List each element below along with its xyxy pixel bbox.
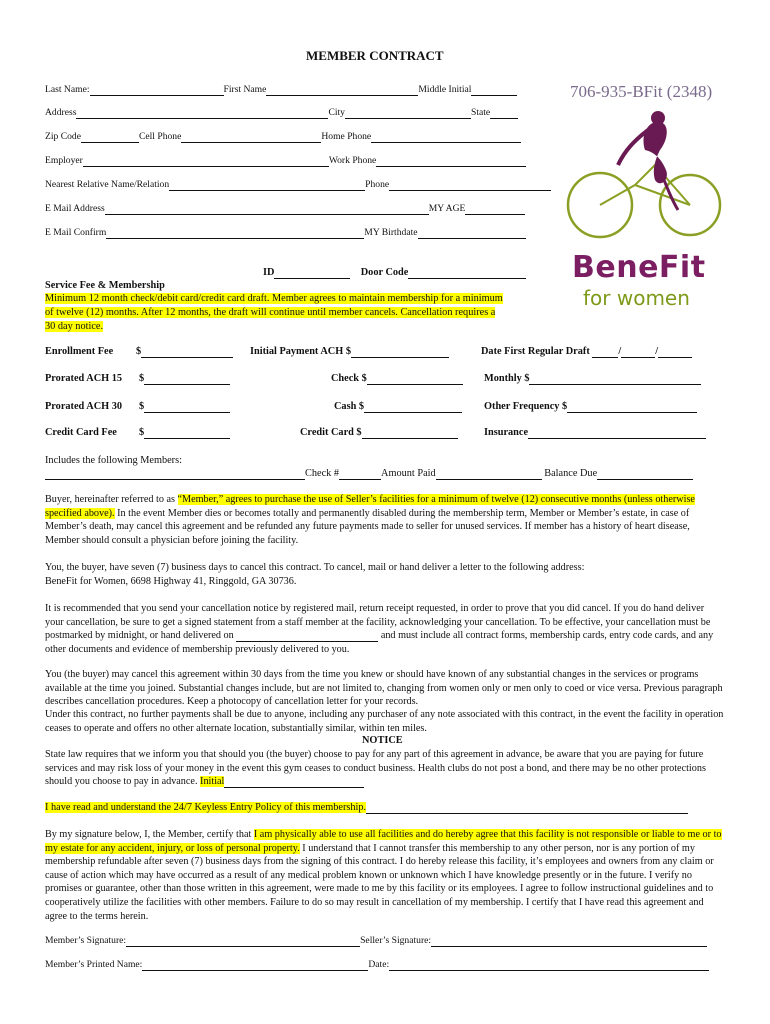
- printed-name-field[interactable]: [142, 959, 368, 971]
- no-further-payments-paragraph: Under this contract, no further payments shall be due to anyone, including any purchaser of any note associated with this contract, in the event the facility in operation ceases to operate and offers no other alternate location, substantially similar, within ten miles.: [45, 709, 724, 734]
- relative-phone-field[interactable]: [389, 179, 551, 191]
- first-name-label: First Name: [223, 84, 267, 95]
- members-row: [45, 468, 693, 480]
- address-label: Address: [45, 107, 77, 118]
- last-name-field[interactable]: [90, 84, 224, 96]
- amount-paid-label: Amount Paid: [381, 468, 436, 479]
- email-confirm-row: [45, 227, 526, 239]
- my-age-label: MY AGE: [428, 203, 466, 214]
- dollar-sign: $: [139, 427, 145, 438]
- door-code-field[interactable]: [408, 267, 526, 279]
- draft-month-field[interactable]: [592, 346, 618, 358]
- initial-payment-label: Initial Payment ACH $: [250, 346, 351, 357]
- email-confirm-field[interactable]: [106, 227, 364, 239]
- notice-heading: NOTICE: [362, 735, 403, 746]
- first-name-field[interactable]: [266, 84, 418, 96]
- substantial-changes-paragraph: You (the buyer) may cancel this agreement within 30 days from the time you knew or should have known of any substantial changes in the services or programs available at the time you joined. Substantial changes include, but are not limited to, changing from women only or men only to coed or vice versa. Previous paragraph describes cancellation procedures. Keep a photocopy of cancellation letter for your records.: [45, 669, 723, 708]
- date-label: Date:: [368, 959, 390, 970]
- check-number-label: Check #: [305, 468, 340, 479]
- credit-card-fee-label: Credit Card Fee: [45, 427, 117, 438]
- city-label: City: [328, 107, 345, 118]
- member-signature-label: Member’s Signature:: [45, 935, 127, 946]
- id-door-row: [263, 267, 526, 279]
- email-row: [45, 203, 525, 215]
- last-name-label: Last Name:: [45, 84, 90, 95]
- seller-signature-label: Seller’s Signature:: [360, 935, 432, 946]
- credit-card-label: Credit Card $: [300, 427, 362, 438]
- email-confirm-label: E Mail Confirm: [45, 227, 107, 238]
- cell-phone-label: Cell Phone: [138, 131, 182, 142]
- date-field[interactable]: [389, 959, 709, 971]
- cyclist-icon: [560, 110, 730, 255]
- prorated-ach15-label: Prorated ACH 15: [45, 373, 123, 384]
- keyless-field[interactable]: [366, 802, 688, 814]
- enrollment-fee-field[interactable]: [141, 346, 233, 358]
- other-frequency-label: Other Frequency $: [484, 401, 568, 412]
- zip-phone-row: [45, 131, 521, 143]
- check-amount-field[interactable]: [367, 373, 463, 385]
- dollar-sign: $: [136, 346, 142, 357]
- city-field[interactable]: [345, 107, 471, 119]
- check-number-field[interactable]: [339, 468, 381, 480]
- other-frequency-field[interactable]: [567, 401, 697, 413]
- printed-name-label: Member’s Printed Name:: [45, 959, 143, 970]
- certification-highlight: I am physically able to use all facilities and do hereby agree that this facility is not responsible or liable to me or to my estate for any accident, injury, or loss of personal property.: [45, 829, 722, 854]
- draft-year-field[interactable]: [658, 346, 692, 358]
- insurance-field[interactable]: [528, 427, 706, 439]
- nearest-relative-label: Nearest Relative Name/Relation: [45, 179, 170, 190]
- includes-members-label: Includes the following Members:: [45, 455, 182, 466]
- keyless-policy-label: I have read and understand the 24/7 Keyless Entry Policy of this membership.: [45, 802, 367, 813]
- door-code-label: Door Code: [360, 267, 409, 278]
- state-label: State: [470, 107, 491, 118]
- insurance-label: Insurance: [484, 427, 529, 438]
- credit-card-fee-field[interactable]: [144, 427, 230, 439]
- nearest-relative-field[interactable]: [169, 179, 365, 191]
- middle-initial-field[interactable]: [471, 84, 517, 96]
- monthly-label: Monthly $: [484, 373, 530, 384]
- zip-field[interactable]: [81, 131, 139, 143]
- brand-name: BeneFit: [572, 250, 706, 285]
- zip-label: Zip Code: [45, 131, 81, 142]
- dollar-sign: $: [139, 373, 145, 384]
- home-phone-field[interactable]: [371, 131, 521, 143]
- signature-row: [45, 935, 707, 947]
- email-label: E Mail Address: [45, 203, 105, 214]
- hand-delivered-date-field[interactable]: [236, 630, 378, 642]
- initial-field[interactable]: [224, 776, 364, 788]
- middle-initial-label: Middle Initial: [418, 84, 472, 95]
- employer-field[interactable]: [83, 155, 329, 167]
- balance-due-field[interactable]: [597, 468, 693, 480]
- cancel-paragraph: You, the buyer, have seven (7) business days to cancel this contract. To cancel, mail or hand deliver a letter to the following address: BeneFit for Women, 6698 Highway 41, Ringgold, GA 30736.: [45, 561, 725, 588]
- draft-day-field[interactable]: [621, 346, 655, 358]
- my-age-field[interactable]: [465, 203, 525, 215]
- initial-payment-field[interactable]: [351, 346, 449, 358]
- service-line-2: of twelve (12) months. After 12 months, the draft will continue until member cancels. Cancellation requires a: [45, 307, 496, 318]
- state-field[interactable]: [490, 107, 518, 119]
- home-phone-label: Home Phone: [321, 131, 372, 142]
- address-field[interactable]: [76, 107, 328, 119]
- phone-number: 706-935-BFit (2348): [570, 82, 713, 101]
- employer-row: [45, 155, 526, 167]
- relative-row: [45, 179, 551, 191]
- buyer-paragraph: Buyer, hereinafter referred to as “Member,” agrees to purchase the use of Seller’s facilities for a minimum of twelve (12) consecutive months (unless otherwise specified above). In the event Member dies or becomes totally and permanently disabled during the membership term, Member or Member’s estate, in case of Member’s death, may cancel this agreement and be refunded any future payments made to seller for unused services. If member has a history of heart disease, Member should consult a physician before joining the facility.: [45, 494, 695, 546]
- dollar-sign: $: [139, 401, 145, 412]
- brand-subtitle: for women: [583, 286, 690, 310]
- initial-label: Initial: [200, 776, 225, 788]
- page-title: MEMBER CONTRACT: [306, 48, 444, 63]
- monthly-field[interactable]: [529, 373, 701, 385]
- date-first-draft-label: Date First Regular Draft: [481, 346, 590, 357]
- service-line-1: Minimum 12 month check/debit card/credit card draft. Member agrees to maintain membership for a minimum: [45, 293, 503, 304]
- amount-paid-field[interactable]: [436, 468, 542, 480]
- prorated-ach30-label: Prorated ACH 30: [45, 401, 123, 412]
- members-field[interactable]: [45, 468, 305, 480]
- buyer-highlight: “Member,” agrees to purchase the use of Seller’s facilities for a minimum of twelve (12) consecutive months (unless otherwise specified above).: [45, 494, 695, 519]
- certification-paragraph: By my signature below, I, the Member, certify that I am physically able to use all facilities and do hereby agree that this facility is not responsible or liable to me or to my estate for any accident, injury, or loss of personal property. I understand that I cannot transfer this membership to any other person, nor is any portion of my membership refundable after seven (7) business days from the signing of this contract. I do hereby release this facility, it’s employees and owners from any claim or cause of action which may have occurred as a result of any medical problem known or unknown which I have knowledge presently or in the future. I verify no promises or guarantee, other than those written in this agreement, were made to me by this facility or its employees. I agree to follow instructional guidelines and to cooperatively utilize the facilities with other members. Failure to do so may result in cancellation of my membership. I certify that I have read this agreement and agree to the terms herein.: [45, 829, 722, 922]
- work-phone-field[interactable]: [376, 155, 526, 167]
- cash-label: Cash $: [334, 401, 365, 412]
- credit-card-field[interactable]: [362, 427, 458, 439]
- prorated-ach15-field[interactable]: [144, 373, 230, 385]
- my-birthdate-field[interactable]: [418, 227, 526, 239]
- service-line-3: 30 day notice.: [45, 321, 104, 332]
- printed-name-row: [45, 959, 709, 971]
- employer-label: Employer: [45, 155, 83, 166]
- enrollment-fee-label: Enrollment Fee: [45, 346, 114, 357]
- email-field[interactable]: [105, 203, 429, 215]
- my-birthdate-label: MY Birthdate: [364, 227, 418, 238]
- address-row: [45, 107, 518, 119]
- service-heading: Service Fee & Membership: [45, 280, 165, 291]
- member-signature-field[interactable]: [126, 935, 360, 947]
- work-phone-label: Work Phone: [328, 155, 377, 166]
- balance-due-label: Balance Due: [541, 468, 598, 479]
- check-label: Check $: [331, 373, 367, 384]
- relative-phone-label: Phone: [365, 179, 390, 190]
- cancel-address: BeneFit for Women, 6698 Highway 41, Ringgold, GA 30736.: [45, 575, 297, 587]
- state-law-paragraph: State law requires that we inform you that should you (the buyer) choose to pay for any part of this agreement in advance, be aware that you are paying for future services and may risk loss of your money in the event this gym ceases to conduct business. Health clubs do not post a bond, and there may be no other protections should you choose to pay in advance. Initial: [45, 749, 706, 788]
- id-label: ID: [263, 267, 275, 278]
- cell-phone-field[interactable]: [181, 131, 321, 143]
- name-row: [45, 84, 517, 96]
- prorated-ach30-field[interactable]: [144, 401, 230, 413]
- seller-signature-field[interactable]: [431, 935, 707, 947]
- keyless-row: [45, 802, 688, 814]
- id-field[interactable]: [274, 267, 350, 279]
- registered-mail-paragraph: It is recommended that you send your cancellation notice by registered mail, return receipt requested, in order to prove that you did cancel. If you do hand deliver your cancellation, be sure to get a signed statement from a staff member at the facility, acknowledging your cancellation. To be effective, your cancellation must be postmarked by midnight, or hand delivered on and must include all contract forms, membership cards, entry code cards, and any other documents and evidence of membership previously delivered to you.: [45, 603, 714, 655]
- cash-field[interactable]: [364, 401, 462, 413]
